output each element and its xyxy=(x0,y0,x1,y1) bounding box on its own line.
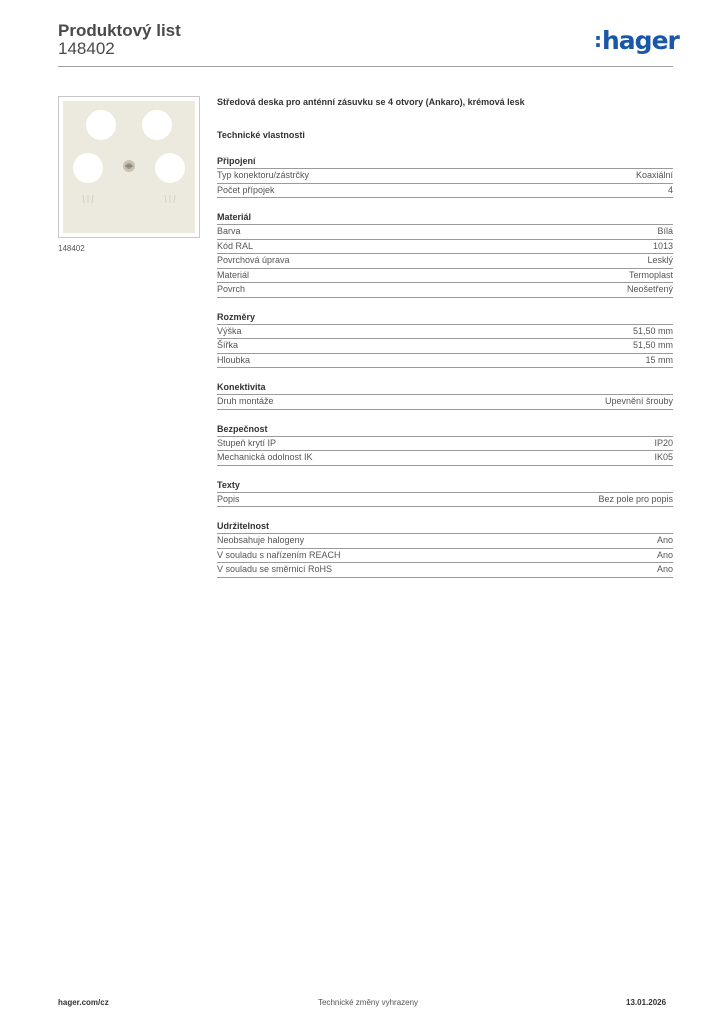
product-description: Středová deska pro anténní zásuvku se 4 otvory (Ankaro), krémová lesk xyxy=(217,97,525,107)
spec-row xyxy=(217,549,673,564)
spec-row xyxy=(217,451,673,466)
spec-row xyxy=(217,563,673,578)
spec-label: Barva xyxy=(217,226,241,236)
spec-row xyxy=(217,493,673,508)
spec-label: V souladu se směrnicí RoHS xyxy=(217,564,333,574)
spec-value: Ano xyxy=(656,549,673,560)
spec-label: Počet přípojek xyxy=(217,184,275,195)
product-code: 148402 xyxy=(58,39,115,58)
spec-label: Kód RAL xyxy=(217,240,254,251)
spec-label: Výška xyxy=(217,325,242,336)
spec-value: 51,50 mm xyxy=(632,325,673,336)
group-title: Materiál xyxy=(217,211,673,225)
spec-group-material xyxy=(217,211,673,298)
group-title: Konektivita xyxy=(217,381,673,395)
spec-label: Mechanická odolnost IK xyxy=(217,452,313,462)
spec-value: 51,50 mm xyxy=(632,340,673,350)
spec-content xyxy=(217,96,673,578)
spec-value: IK05 xyxy=(654,452,673,462)
product-image xyxy=(58,96,200,238)
page-title: Produktový list xyxy=(58,21,181,40)
spec-row xyxy=(217,169,673,184)
spec-label: Povrchová úprava xyxy=(217,255,290,265)
spec-label: V souladu s nařízením REACH xyxy=(217,549,341,560)
spec-row xyxy=(217,254,673,269)
spec-value: 15 mm xyxy=(645,354,673,365)
group-title: Rozměry xyxy=(217,311,673,325)
image-caption: 148402 xyxy=(58,244,85,253)
footer-note: Technické změny vyhrazeny xyxy=(318,998,419,1007)
spec-label: Neobsahuje halogeny xyxy=(217,535,305,545)
group-title: Připojení xyxy=(217,155,673,169)
spec-value: Bílá xyxy=(657,226,673,236)
spec-row xyxy=(217,437,673,452)
spec-row xyxy=(217,283,673,298)
footer-date: 13.01.2026 xyxy=(626,998,667,1007)
spec-value: 4 xyxy=(667,184,673,195)
spec-row xyxy=(217,339,673,354)
spec-value: Ano xyxy=(656,535,673,545)
spec-value: Koaxiální xyxy=(635,170,673,180)
spec-label: Hloubka xyxy=(217,354,251,365)
spec-row xyxy=(217,184,673,199)
spec-group-connection xyxy=(217,155,673,198)
spec-value: Ano xyxy=(656,564,673,574)
spec-label: Druh montáže xyxy=(217,396,274,406)
spec-label: Šířka xyxy=(217,340,239,350)
spec-label: Popis xyxy=(217,493,240,504)
logo-dots-icon: : xyxy=(594,28,601,52)
spec-value: Lesklý xyxy=(647,255,673,265)
spec-row xyxy=(217,325,673,340)
spec-group-connectivity xyxy=(217,381,673,410)
spec-value: Upevnění šrouby xyxy=(604,396,673,406)
technical-section-title: Technické vlastnosti xyxy=(217,130,305,140)
spec-label: Stupeň krytí IP xyxy=(217,437,277,448)
header-divider xyxy=(58,66,673,67)
hager-logo xyxy=(594,26,679,55)
spec-group-safety xyxy=(217,423,673,466)
spec-value: Termoplast xyxy=(628,269,673,280)
logo-text: hager xyxy=(602,26,679,55)
group-title: Bezpečnost xyxy=(217,423,673,437)
spec-value: Bez pole pro popis xyxy=(598,493,673,504)
footer-website-link[interactable]: hager.com/cz xyxy=(58,998,109,1007)
spec-label: Typ konektoru/zástrčky xyxy=(217,170,310,180)
spec-row xyxy=(217,534,673,549)
spec-label: Materiál xyxy=(217,269,250,280)
spec-value: 1013 xyxy=(652,240,673,251)
spec-group-dimensions xyxy=(217,311,673,369)
spec-row xyxy=(217,354,673,369)
group-title: Texty xyxy=(217,479,673,493)
antenna-plate-icon xyxy=(59,97,199,237)
spec-row xyxy=(217,225,673,240)
spec-group-sustainability xyxy=(217,520,673,578)
spec-value: Neošetřený xyxy=(626,284,673,294)
spec-row xyxy=(217,395,673,410)
spec-label: Povrch xyxy=(217,284,246,294)
spec-group-texts xyxy=(217,479,673,508)
spec-row xyxy=(217,269,673,284)
spec-row xyxy=(217,240,673,255)
group-title: Udržitelnost xyxy=(217,520,673,534)
spec-value: IP20 xyxy=(654,437,673,448)
